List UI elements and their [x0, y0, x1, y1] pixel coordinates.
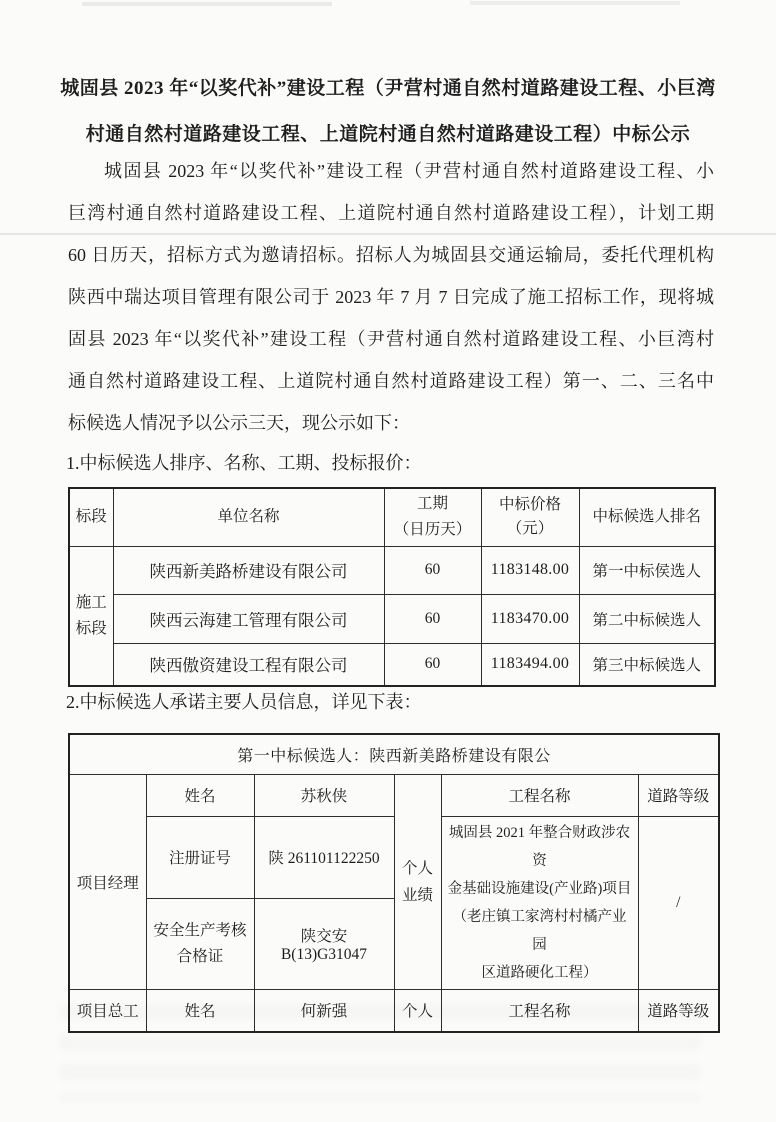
- road-grade-label-cell: 道路等级: [638, 774, 719, 816]
- cert-value-cell: 陕 261101122250: [254, 816, 394, 899]
- name-label-cell: 姓名: [146, 989, 254, 1032]
- table-title-row: [69, 734, 719, 774]
- project-name-cell: 城固县 2021 年整合财政涉农资 金基础设施建设(产业路)项目 （老庄镇工家湾村村橘产业园 区道路硬化工程）: [441, 816, 638, 989]
- table-row: [69, 643, 715, 686]
- performance-type-cell: 个人: [394, 989, 441, 1032]
- table-row: [69, 546, 715, 594]
- header-price: 中标价格（元）: [481, 488, 579, 546]
- road-grade-label-cell: 道路等级: [638, 989, 719, 1032]
- intro-line: 城固县 2023 年“以奖代补”建设工程（尹营村通自然村道路建设工程、小: [104, 161, 714, 181]
- role-cell: 项目总工: [69, 989, 146, 1032]
- rank-cell: 第三中标候选人: [579, 643, 715, 686]
- intro-line: 陕西中瑞达项目管理有限公司于 2023 年 7 月 7 日完成了施工招标工作，现将城: [68, 287, 714, 307]
- table-row: [69, 594, 715, 643]
- safety-cert-label-cell: 安全生产考核 合格证: [146, 899, 254, 989]
- intro-line: 标候选人情况予以公示三天，现公示如下：: [68, 413, 410, 433]
- bid-results-table: [68, 487, 716, 687]
- duration-cell: 60: [384, 643, 481, 686]
- intro-paragraph: [68, 150, 714, 444]
- duration-cell: 60: [384, 546, 481, 594]
- price-cell: 1183470.00: [481, 594, 579, 643]
- winner-title-cell: 第一中标候选人：陕西新美路桥建设有限公: [69, 734, 719, 774]
- title-line-1: 城固县 2023 年“以奖代补”建设工程（尹营村通自然村道路建设工程、小巨湾: [60, 78, 716, 99]
- header-company: 单位名称: [113, 488, 384, 546]
- table-row: [69, 774, 719, 816]
- scan-artifact: [82, 2, 332, 6]
- rank-cell: 第二中标候选人: [579, 594, 715, 643]
- section-2-heading: 2.中标候选人承诺主要人员信息，详见下表：: [66, 692, 422, 712]
- personnel-table: [68, 733, 720, 1033]
- safety-cert-value-cell: 陕交安 B(13)G31047: [254, 899, 394, 989]
- company-cell: 陕西云海建工管理有限公司: [113, 594, 384, 643]
- intro-line: 通自然村道路建设工程、上道院村通自然村道路建设工程）第一、二、三名中: [68, 371, 714, 391]
- table-header-row: [69, 488, 715, 546]
- name-value-cell: 苏秋侠: [254, 774, 394, 816]
- company-cell: 陕西新美路桥建设有限公司: [113, 546, 384, 594]
- header-section: 标段: [69, 488, 113, 546]
- price-cell: 1183494.00: [481, 643, 579, 686]
- name-value-cell: 何新强: [254, 989, 394, 1032]
- project-label-cell: 工程名称: [441, 774, 638, 816]
- title-line-2: 村通自然村道路建设工程、上道院村通自然村道路建设工程）中标公示: [85, 124, 691, 145]
- role-cell: 项目经理: [69, 774, 146, 989]
- section-cell: 施工 标段: [69, 546, 113, 686]
- road-grade-value-cell: /: [638, 816, 719, 989]
- scan-artifact: [470, 1, 680, 5]
- performance-type-cell: 个人 业绩: [394, 774, 441, 989]
- name-label-cell: 姓名: [146, 774, 254, 816]
- intro-line: 巨湾村通自然村道路建设工程、上道院村通自然村道路建设工程），计划工期: [68, 203, 714, 223]
- project-label-cell: 工程名称: [441, 989, 638, 1032]
- section-1-heading: 1.中标候选人排序、名称、工期、投标报价：: [66, 453, 422, 473]
- cert-label-cell: 注册证号: [146, 816, 254, 899]
- rank-cell: 第一中标侯选人: [579, 546, 715, 594]
- company-cell: 陕西傲资建设工程有限公司: [113, 643, 384, 686]
- document-title: [40, 66, 736, 158]
- table-row: [69, 989, 719, 1032]
- intro-line: 固县 2023 年“以奖代补”建设工程（尹营村通自然村道路建设工程、小巨湾村: [68, 329, 714, 349]
- header-rank: 中标候选人排名: [579, 488, 715, 546]
- header-duration: 工期 （日历天）: [384, 488, 481, 546]
- duration-cell: 60: [384, 594, 481, 643]
- price-cell: 1183148.00: [481, 546, 579, 594]
- intro-line: 60 日历天，招标方式为邀请招标。招标人为城固县交通运输局，委托代理机构: [68, 245, 714, 265]
